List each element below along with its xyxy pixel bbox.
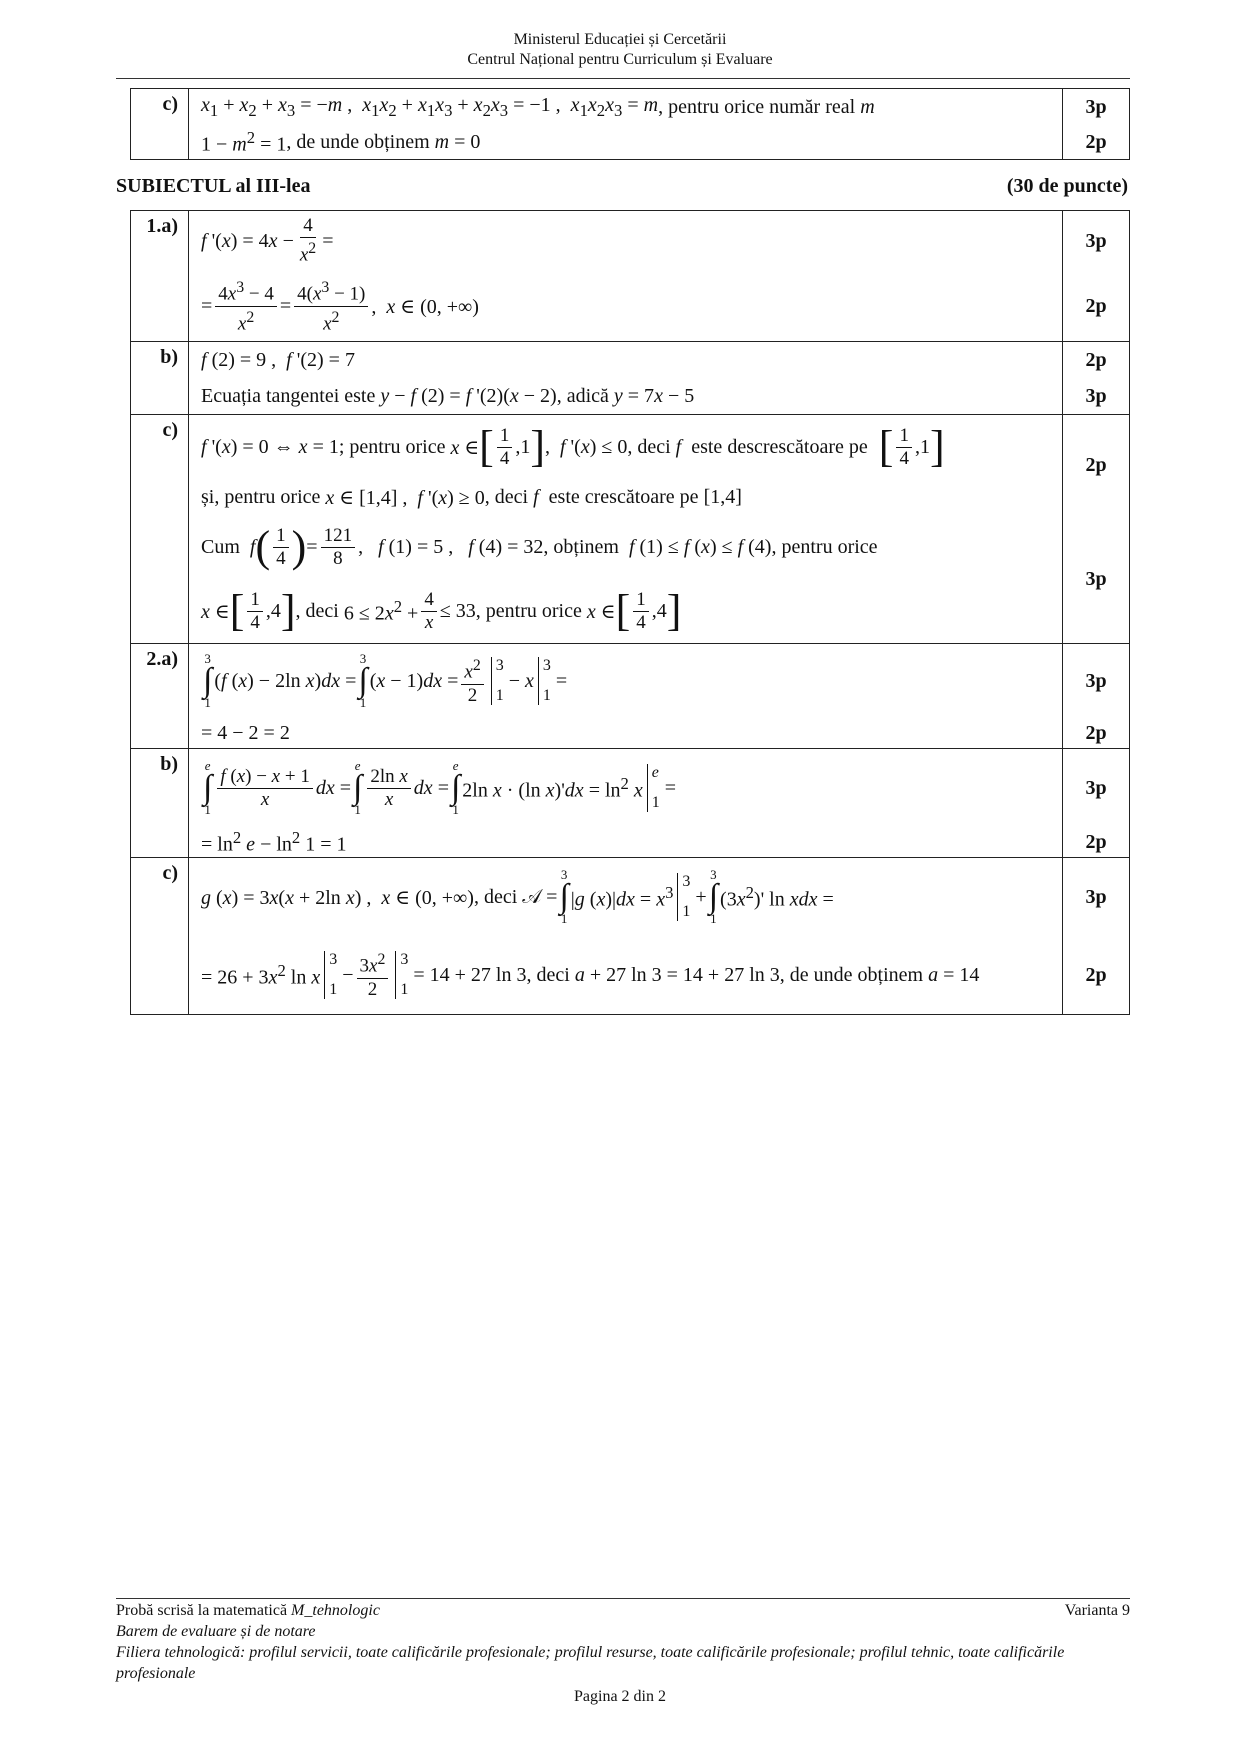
row-label: 1.a) xyxy=(131,211,189,342)
footer-filiera: Filiera tehnologică: profilul servicii, toate calificările profesionale; profilul resurse, toate calificările profesionale; profilul tehnic, toate calificările profesionale xyxy=(116,1644,1065,1682)
points-cell: 3p 2p xyxy=(1063,858,1130,1015)
row-label: b) xyxy=(131,749,189,858)
points-cell: 2p 3p xyxy=(1063,342,1130,415)
points-cell: 2p 3p xyxy=(1063,415,1130,644)
row-content: g (x) = 3x(x + 2ln x) , x ∈ (0, +∞) , deci 𝒜 = 3 ∫ 1 |g $(x)|dx = x^3$ 3 1 + 3 ∫ 1 $(3x^2)'$ ln xdx = = $26 + 3x^2$ ln x 3 1 − $\frac{3x^2}{2}$ 3 1 = 14 + 27 ln 3 , deci a + 27 ln 3 = 14 + 27 ln 3 , de unde obținem a = 14 xyxy=(189,858,1063,1015)
table-row xyxy=(131,415,1130,644)
footer-divider xyxy=(116,1598,1130,1599)
footer-barem: Barem de evaluare și de notare xyxy=(116,1623,316,1640)
row-label: c) xyxy=(131,415,189,644)
formula-line: $x_1 + x_2 + x_3 = -m$ , $x_1x_2 + x_1x_3 + x_2x_3 = -1$ , $x_1x_2x_3 = m$ , pentru orice număr real m xyxy=(201,93,875,120)
table-row xyxy=(131,211,1130,342)
center-name: Centrul Național pentru Curriculum și Evaluare xyxy=(467,51,773,68)
table-row xyxy=(131,644,1130,749)
document-header xyxy=(0,30,1240,70)
row-label: c) xyxy=(131,858,189,1015)
section-title: SUBIECTUL al III-lea (30 de puncte) xyxy=(116,175,1128,197)
formula-line: $1 - m^2 = 1$ , de unde obținem m = 0 xyxy=(201,127,481,156)
document-footer xyxy=(116,1600,1130,1684)
points-cell: 3p 2p xyxy=(1063,89,1130,160)
page-number: Pagina 2 din 2 xyxy=(574,1688,666,1705)
row-content: f '(x) = 4x − $\frac{4}{x^2}$ = = $\frac{4x^3 - 4}{x^2}$ = $\frac{4(x^3 - 1)}{x^2}$ , x ∈ (0, +∞) xyxy=(189,211,1063,342)
ministry-name: Ministerul Educației și Cercetării xyxy=(513,31,727,48)
row-content: f (2) = 9 , f '(2) = 7 Ecuația tangentei este y − f (2) = f '(2)(x − 2) , adică y = 7x − 5 xyxy=(189,342,1063,415)
table-row xyxy=(131,858,1130,1015)
table-subject-2-end xyxy=(130,88,1130,160)
row-label: 2.a) xyxy=(131,644,189,749)
row-label: b) xyxy=(131,342,189,415)
points-cell: 3p 2p xyxy=(1063,644,1130,749)
table-subject-3 xyxy=(130,210,1130,1015)
row-content xyxy=(189,89,1063,160)
header-divider xyxy=(116,78,1130,79)
table-row xyxy=(131,342,1130,415)
row-content: 3 ∫ 1 (f (x) − 2ln x)dx = 3 ∫ 1 (x − 1)dx = $\frac{x^2}{2}$ 3 1 − x 3 1 = = 4 − 2 = 2 xyxy=(189,644,1063,749)
points-cell: 3p 2p xyxy=(1063,749,1130,858)
footer-subject: M_tehnologic xyxy=(291,1602,380,1619)
table-row xyxy=(131,749,1130,858)
row-content: f '(x) = 0 ⇔ x = 1 ; pentru orice x ∈ [ $\frac{1}{4}$ ,1 ] , f '(x) ≤ 0 , deci f este descrescătoare pe [ $\frac{1}{4}$ ,1 ] și, pentru orice x ∈ [1,4] , f '(x) ≥ 0 , deci f este crescătoare pe [1,4] Cum f ( $\frac{1}{4}$ ) = $\frac{121}{8}$ , f (1) = 5 , f (4) = 32 , obținem f (1) ≤ f (x) ≤ f (4) , pentru orice x ∈ [ $\frac{1}{4}$ ,4 ] , deci $6 \le 2x^2$ + $\frac{4}{x}$ ≤ 33 , pentru orice x ∈ [ $\frac{1}{4}$ ,4 ] xyxy=(189,415,1063,644)
row-label: c) xyxy=(131,89,189,160)
row-content: e ∫ 1 $\frac{f (x) - x + 1}{x}$ dx = e ∫ 1 $\frac{\text{2ln x}}{x}$ dx = e ∫ 1 2ln x · (ln $x)'dx = \ln^2 x$ e 1 = = $\ln^2 e - \ln^2 1 = 1$ xyxy=(189,749,1063,858)
table-row xyxy=(131,89,1130,160)
footer-exam: Probă scrisă la matematică xyxy=(116,1602,288,1619)
points-cell: 3p 2p xyxy=(1063,211,1130,342)
footer-variant: Varianta 9 xyxy=(1064,1602,1130,1619)
